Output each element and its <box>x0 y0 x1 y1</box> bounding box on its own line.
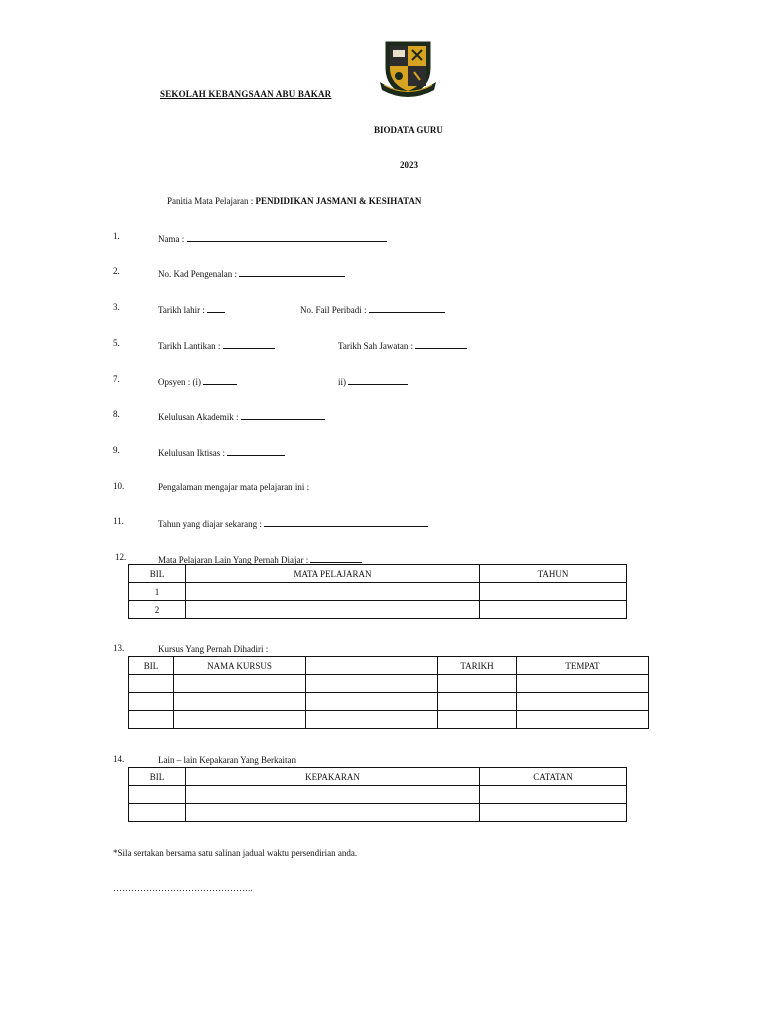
table-cell[interactable] <box>517 693 649 711</box>
table-row <box>129 804 627 822</box>
table-cell[interactable] <box>186 786 480 804</box>
section-14-label: Lain – lain Kepakaran Yang Berkaitan <box>158 755 296 765</box>
column-header: TARIKH <box>438 657 517 675</box>
field-name-line[interactable] <box>187 232 387 242</box>
footer-note: *Sila sertakan bersama satu salinan jadual waktu persendirian anda. <box>113 848 358 858</box>
field-name[interactable] <box>158 232 387 244</box>
table-cell[interactable] <box>129 693 174 711</box>
field-current-year-label: Tahun yang diajar sekarang : <box>158 519 265 529</box>
field-option-2-line[interactable] <box>348 375 408 385</box>
field-academic-line[interactable] <box>241 410 325 420</box>
section-12-line[interactable] <box>310 553 362 563</box>
table-cell[interactable] <box>480 804 627 822</box>
table-cell[interactable] <box>129 675 174 693</box>
column-header: MATA PELAJARAN <box>186 565 480 583</box>
table-cell[interactable] <box>306 711 438 729</box>
table-cell[interactable] <box>517 711 649 729</box>
table-row <box>129 693 649 711</box>
field-professional[interactable] <box>158 446 285 458</box>
field-current-year[interactable] <box>158 517 428 529</box>
table-cell[interactable] <box>186 804 480 822</box>
panel-line <box>167 196 421 206</box>
field-3-number: 3. <box>113 302 120 312</box>
field-dob-line[interactable] <box>207 303 225 313</box>
field-confirmation-date[interactable] <box>338 339 467 351</box>
field-ic-line[interactable] <box>239 267 345 277</box>
field-5-number: 5. <box>113 338 120 348</box>
field-file-no-label: No. Fail Peribadi : <box>300 305 369 315</box>
field-appointment-date[interactable] <box>158 339 275 351</box>
field-8-number: 8. <box>113 409 120 419</box>
field-file-no-line[interactable] <box>369 303 445 313</box>
column-header: TAHUN <box>480 565 627 583</box>
table-cell[interactable] <box>306 693 438 711</box>
section-13-number: 13. <box>113 643 125 653</box>
field-confirmation-date-label: Tarikh Sah Jawatan : <box>338 341 416 351</box>
row-number: 2 <box>129 601 186 619</box>
table-row <box>129 786 627 804</box>
field-academic[interactable] <box>158 410 325 422</box>
field-11-number: 11. <box>113 516 124 526</box>
field-9-number: 9. <box>113 445 120 455</box>
table-cell[interactable] <box>438 693 517 711</box>
column-header <box>306 657 438 675</box>
field-confirmation-date-line[interactable] <box>415 339 467 349</box>
table-cell[interactable] <box>438 711 517 729</box>
field-file-no[interactable] <box>300 303 445 315</box>
field-appointment-date-line[interactable] <box>223 339 275 349</box>
field-2-number: 2. <box>113 266 120 276</box>
table-cell[interactable] <box>306 675 438 693</box>
document-year: 2023 <box>400 160 418 170</box>
row-number: 1 <box>129 583 186 601</box>
field-10-number: 10. <box>113 481 125 491</box>
table-cell[interactable] <box>480 601 627 619</box>
field-professional-line[interactable] <box>227 446 285 456</box>
panel-subject: PENDIDIKAN JASMANI & KESIHATAN <box>255 196 422 206</box>
field-option-1-line[interactable] <box>203 375 237 385</box>
table-cell[interactable] <box>480 786 627 804</box>
table-cell[interactable] <box>129 786 186 804</box>
table-cell[interactable] <box>517 675 649 693</box>
section-14-number: 14. <box>113 754 125 764</box>
field-ic-label: No. Kad Pengenalan : <box>158 269 240 279</box>
field-academic-label: Kelulusan Akademik : <box>158 412 241 422</box>
field-professional-label: Kelulusan Iktisas : <box>158 448 228 458</box>
table-header-row <box>129 657 649 675</box>
field-current-year-line[interactable] <box>264 517 428 527</box>
field-experience-label: Pengalaman mengajar mata pelajaran ini : <box>158 482 310 492</box>
table-header-row <box>129 768 627 786</box>
column-header: NAMA KURSUS <box>174 657 306 675</box>
table-cell[interactable] <box>129 804 186 822</box>
table-cell[interactable] <box>174 675 306 693</box>
section-12-label: Mata Pelajaran Lain Yang Pernah Diajar : <box>158 555 311 565</box>
panel-label: Panitia Mata Pelajaran : <box>167 196 256 206</box>
field-dob[interactable] <box>158 303 225 315</box>
column-header: TEMPAT <box>517 657 649 675</box>
column-header: BIL <box>129 565 186 583</box>
table-cell[interactable] <box>174 693 306 711</box>
table-cell[interactable] <box>186 583 480 601</box>
field-option-2[interactable] <box>338 375 408 387</box>
table-row <box>129 583 627 601</box>
table-row <box>129 601 627 619</box>
field-7-number: 7. <box>113 374 120 384</box>
field-appointment-date-label: Tarikh Lantikan : <box>158 341 223 351</box>
column-header: KEPAKARAN <box>186 768 480 786</box>
field-option-1[interactable] <box>158 375 237 387</box>
table-cell[interactable] <box>174 711 306 729</box>
table-cell[interactable] <box>129 711 174 729</box>
table-header-row <box>129 565 627 583</box>
signature-line[interactable]: ……………………………………….. <box>113 883 253 893</box>
field-option-1-label: Opsyen : (i) <box>158 377 204 387</box>
school-crest-icon <box>380 38 436 100</box>
column-header: CATATAN <box>480 768 627 786</box>
other-subjects-table <box>128 564 627 619</box>
table-cell[interactable] <box>438 675 517 693</box>
school-name: SEKOLAH KEBANGSAAN ABU BAKAR <box>160 89 332 99</box>
section-12-number: 12. <box>115 552 127 562</box>
document-title: BIODATA GURU <box>374 125 443 135</box>
expertise-table <box>128 767 627 822</box>
field-name-label: Nama : <box>158 234 187 244</box>
field-dob-label: Tarikh lahir : <box>158 305 208 315</box>
table-cell[interactable] <box>480 583 627 601</box>
table-row <box>129 711 649 729</box>
table-cell[interactable] <box>186 601 480 619</box>
field-1-number: 1. <box>113 231 120 241</box>
column-header: BIL <box>129 657 174 675</box>
courses-table <box>128 656 649 729</box>
field-option-2-label: ii) <box>338 377 349 387</box>
section-13-label: Kursus Yang Pernah Dihadiri : <box>158 644 269 654</box>
column-header: BIL <box>129 768 186 786</box>
field-ic[interactable] <box>158 267 345 279</box>
table-row <box>129 675 649 693</box>
